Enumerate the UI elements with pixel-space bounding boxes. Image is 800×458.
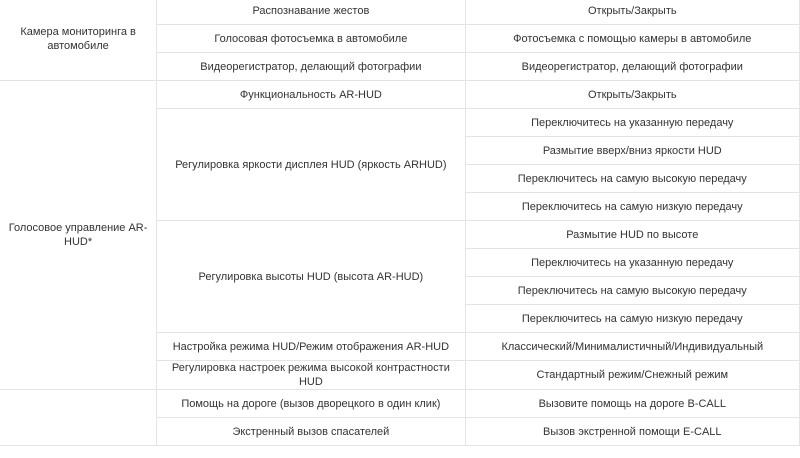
table-row (0, 390, 800, 418)
function-cell: Видеорегистратор, делающий фотографии (157, 53, 465, 81)
action-cell: Переключитесь на самую низкую передачу (465, 305, 799, 333)
action-cell: Переключитесь на самую низкую передачу (465, 193, 799, 221)
action-cell: Размытие HUD по высоте (465, 221, 799, 249)
category-cell: Голосовое управление AR-HUD* (0, 81, 157, 390)
action-cell: Вызовите помощь на дороге B-CALL (465, 390, 799, 418)
action-cell: Размытие вверх/вниз яркости HUD (465, 137, 799, 165)
action-cell: Фотосъемка с помощью камеры в автомобиле (465, 25, 799, 53)
function-cell: Функциональность AR-HUD (157, 81, 465, 109)
action-cell: Открыть/Закрыть (465, 81, 799, 109)
action-cell: Переключитесь на указанную передачу (465, 109, 799, 137)
function-cell: Регулировка яркости дисплея HUD (яркость ARHUD) (157, 109, 465, 221)
action-cell: Переключитесь на указанную передачу (465, 249, 799, 277)
action-cell: Стандартный режим/Снежный режим (465, 361, 799, 390)
table-row (0, 0, 800, 25)
function-cell: Экстренный вызов спасателей (157, 418, 465, 446)
action-cell: Переключитесь на самую высокую передачу (465, 165, 799, 193)
function-cell: Распознавание жестов (157, 0, 465, 25)
function-cell: Регулировка высоты HUD (высота AR-HUD) (157, 221, 465, 333)
function-cell: Настройка режима HUD/Режим отображения AR-HUD (157, 333, 465, 361)
function-cell: Голосовая фотосъемка в автомобиле (157, 25, 465, 53)
action-cell: Видеорегистратор, делающий фотографии (465, 53, 799, 81)
action-cell: Классический/Минималистичный/Индивидуальный (465, 333, 799, 361)
category-cell: Камера мониторинга в автомобиле (0, 0, 157, 81)
category-cell (0, 390, 157, 446)
function-cell: Регулировка настроек режима высокой контрастности HUD (157, 361, 465, 390)
action-cell: Вызов экстренной помощи E-CALL (465, 418, 799, 446)
action-cell: Открыть/Закрыть (465, 0, 799, 25)
function-cell: Помощь на дороге (вызов дворецкого в один клик) (157, 390, 465, 418)
action-cell: Переключитесь на самую высокую передачу (465, 277, 799, 305)
table-row (0, 81, 800, 109)
